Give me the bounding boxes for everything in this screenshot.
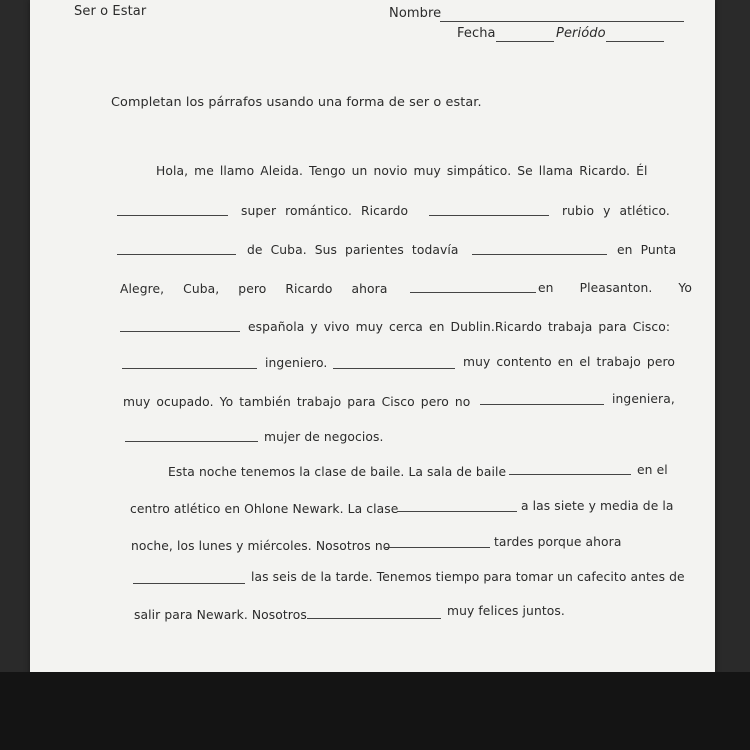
p2-line-3a: noche, los lunes y miércoles. Nosotros no [131, 539, 391, 553]
blank-15[interactable] [307, 618, 441, 619]
p2-line-4: las seis de la tarde. Tenemos tiempo para tomar un cafecito antes de [251, 570, 685, 584]
p1-line-8: mujer de negocios. [264, 430, 384, 444]
blank-8[interactable] [333, 368, 455, 369]
p1-line-4a: Alegre, Cuba, pero Ricardo ahora [120, 282, 388, 296]
blank-11[interactable] [509, 474, 631, 475]
p1-line-7a: muy ocupado. Yo también trabajo para Cisco pero no [123, 395, 471, 409]
blank-14[interactable] [133, 583, 245, 584]
p2-line-5b: muy felices juntos. [447, 604, 565, 618]
name-field[interactable] [440, 21, 684, 22]
p2-line-2a: centro atlético en Ohlone Newark. La clase [130, 502, 399, 516]
blank-10[interactable] [125, 441, 258, 442]
p1-line-1: Hola, me llamo Aleida. Tengo un novio muy simpático. Se llama Ricardo. Él [156, 164, 648, 178]
p1-line-6a: ingeniero. [265, 356, 328, 370]
p1-line-2a: super romántico. Ricardo [241, 204, 409, 218]
blank-6[interactable] [120, 331, 240, 332]
screen-bezel [0, 672, 750, 750]
worksheet-title: Ser o Estar [74, 4, 147, 19]
instructions: Completan los párrafos usando una forma de ser o estar. [111, 95, 482, 110]
blank-2[interactable] [429, 215, 549, 216]
p2-line-3b: tardes porque ahora [494, 535, 622, 549]
p1-line-7b: ingeniera, [612, 392, 675, 406]
date-field[interactable] [496, 41, 554, 42]
p2-line-2b: a las siete y media de la [521, 499, 674, 513]
p1-line-5: española y vivo muy cerca en Dublin.Ricardo trabaja para Cisco: [248, 320, 671, 334]
p1-line-3a: de Cuba. Sus parientes todavía [247, 243, 459, 257]
blank-4[interactable] [472, 254, 607, 255]
blank-13[interactable] [385, 547, 490, 548]
blank-9[interactable] [480, 404, 604, 405]
p1-line-6b: muy contento en el trabajo pero [463, 355, 676, 369]
p1-line-3b: en Punta [617, 243, 677, 257]
period-field[interactable] [606, 41, 664, 42]
period-label: Periódo [556, 26, 606, 41]
name-label: Nombre [389, 6, 442, 21]
blank-1[interactable] [117, 215, 228, 216]
p2-line-1b: en el [637, 463, 668, 477]
blank-12[interactable] [397, 511, 517, 512]
p1-line-2b: rubio y atlético. [562, 204, 670, 218]
p1-line-4b: en Pleasanton. Yo [538, 281, 692, 295]
p2-line-1a: Esta noche tenemos la clase de baile. La sala de baile [168, 465, 507, 479]
date-label: Fecha [457, 26, 496, 41]
blank-7[interactable] [122, 368, 257, 369]
blank-5[interactable] [410, 292, 536, 293]
p2-line-5a: salir para Newark. Nosotros [134, 608, 307, 622]
blank-3[interactable] [117, 254, 236, 255]
